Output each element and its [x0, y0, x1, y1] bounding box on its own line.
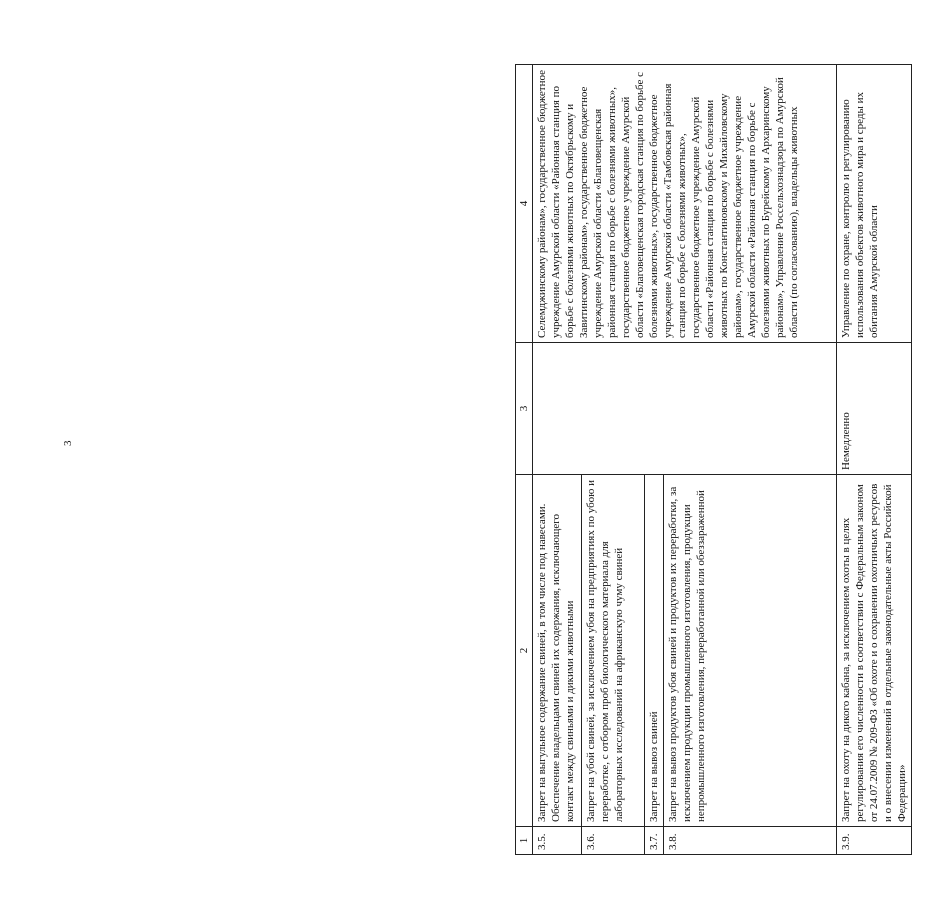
- header-cell: 3: [516, 343, 533, 475]
- row-number: 3.9.: [837, 827, 912, 855]
- row-number: 3.7.: [645, 827, 664, 855]
- row-number: 3.5.: [533, 827, 582, 855]
- row-responsible: Селемджинскому районам», государственное бюджетное учреждение Амурской области «Районная станция по борьбе с болезнями животных по Октябрьскому и Завитинскому районам», государственное бюджетное учреждение Амурской области «Благовещенская районная станция по борьбе с болезнями животных», государственное бюджетное учреждение Амурской области «Благовещенская городская станция по борьбе с болезнями животных», государственное бюджетное учреждение Амурской области «Тамбовская районная станция по борьбе с болезнями животных», государственное бюджетное учреждение Амурской области «Районная станция по борьбе с болезнями животных по Константиновскому и Михайловскому районам», государственное бюджетное учреждение Амурской области «Районная станция по борьбе с болезнями животных по Бурейскому и Архаринскому районам», Управление Россельхознадзора по Амурской области (по согласованию), владельцы животных: [533, 65, 837, 343]
- row-measure: Запрет на убой свиней, за исключением убоя на предприятиях по убою и переработке, с отбором проб биологического материала для лабораторных исследований на африканскую чуму свиней: [582, 475, 645, 827]
- row-measure: Запрет на охоту на дикого кабана, за исключением охоты в целях регулирования его численности в соответствии с Федеральным законом от 24.07.2009 № 209-ФЗ «Об охоте и о сохранении охотничьих ресурсов и о внесении изменений в отдельные законодательные акты Российской Федерации»: [837, 475, 912, 827]
- header-cell: 4: [516, 65, 533, 343]
- page-number: 3: [62, 440, 74, 446]
- row-term: [533, 343, 837, 475]
- row-responsible: Управление по охране, контролю и регулированию использования объектов животного мира и среды их обитания Амурской области: [837, 65, 912, 343]
- rotated-table-container: [515, 65, 927, 855]
- row-number: 3.6.: [582, 827, 645, 855]
- table-row: [837, 65, 912, 855]
- row-number: 3.8.: [664, 827, 837, 855]
- table-row: [533, 65, 582, 855]
- table-header-row: [516, 65, 533, 855]
- row-term: Немедленно: [837, 343, 912, 475]
- row-measure: Запрет на вывоз продуктов убоя свиней и продуктов их переработки, за исключением продукции промышленного изготовления, продукции непромышленного изготовления, переработанной или обеззараженной: [664, 475, 837, 827]
- row-measure: Запрет на вывоз свиней: [645, 475, 664, 827]
- header-cell: 1: [516, 827, 533, 855]
- measures-table: [515, 64, 912, 855]
- header-cell: 2: [516, 475, 533, 827]
- row-measure: Запрет на выгульное содержание свиней, в том числе под навесами. Обеспечение владельцами свиней их содержания, исключающего контакт между свиньями и дикими животными: [533, 475, 582, 827]
